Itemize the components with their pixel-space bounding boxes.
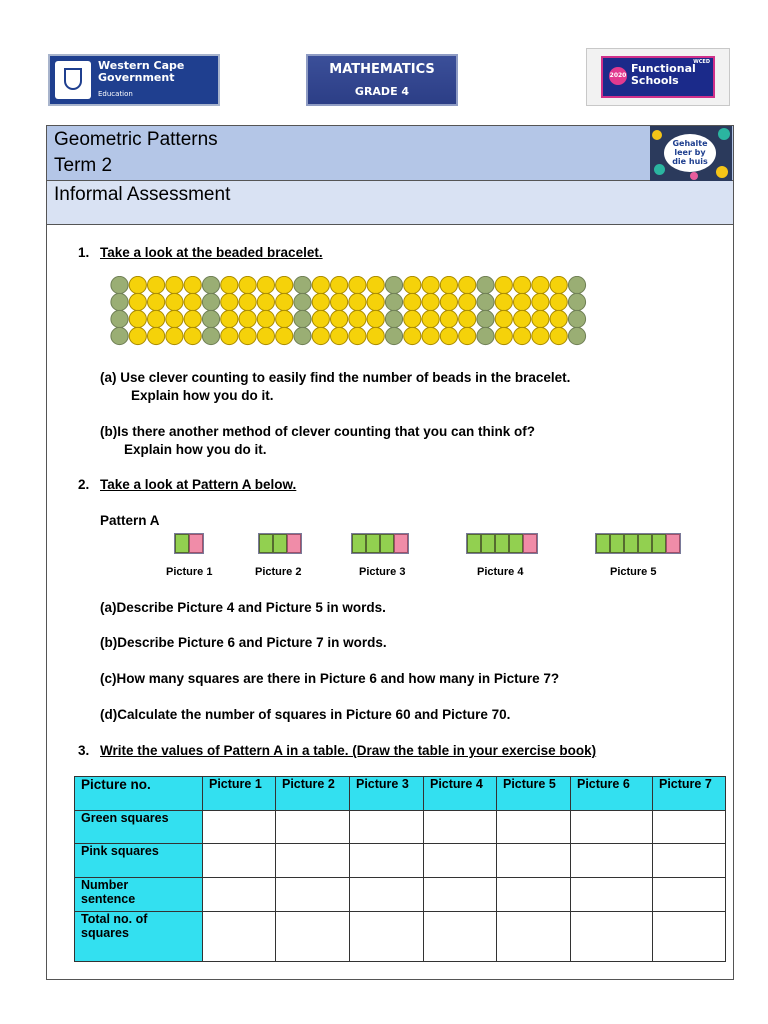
- wcg-name-line1: Western Cape: [98, 59, 185, 72]
- bead-yellow: [367, 276, 384, 293]
- bead-yellow: [166, 310, 183, 327]
- bead-yellow: [349, 293, 366, 310]
- table-cell: [497, 844, 571, 878]
- bead-yellow: [367, 327, 384, 344]
- bead-yellow: [239, 276, 256, 293]
- table-cell: [497, 878, 571, 912]
- bead-green: [477, 310, 494, 327]
- bead-green: [477, 327, 494, 344]
- picture-3-label: Picture 3: [359, 566, 406, 578]
- bead-green: [568, 276, 585, 293]
- bead-yellow: [514, 293, 531, 310]
- table-row: [75, 912, 726, 962]
- bead-yellow: [514, 276, 531, 293]
- pattern-a-label: Pattern A: [100, 513, 160, 528]
- pattern-picture-3: [351, 533, 409, 554]
- bead-yellow: [514, 327, 531, 344]
- table-header-cell: Picture 3: [350, 777, 424, 811]
- bead-yellow: [495, 276, 512, 293]
- bead-yellow: [148, 327, 165, 344]
- picture-4-label: Picture 4: [477, 566, 524, 578]
- table-cell: [424, 878, 497, 912]
- bead-yellow: [221, 310, 238, 327]
- worksheet-title: Geometric Patterns: [54, 129, 218, 150]
- coat-of-arms-icon: [55, 61, 91, 99]
- table-row: [75, 878, 726, 912]
- table-cell: [653, 912, 726, 962]
- subject-badge: [306, 54, 458, 106]
- table-header-row: [75, 777, 726, 811]
- question-1b-line2: Explain how you do it.: [124, 442, 267, 457]
- bead-yellow: [440, 327, 457, 344]
- bead-yellow: [312, 310, 329, 327]
- table-cell: [276, 844, 350, 878]
- bead-yellow: [129, 310, 146, 327]
- bead-yellow: [440, 276, 457, 293]
- question-1-heading: Take a look at the beaded bracelet.: [100, 245, 323, 260]
- bead-green: [202, 293, 219, 310]
- bead-yellow: [312, 293, 329, 310]
- bead-yellow: [459, 276, 476, 293]
- wced-tag: WCED: [693, 59, 710, 65]
- bead-yellow: [495, 327, 512, 344]
- bead-yellow: [221, 293, 238, 310]
- bead-yellow: [129, 327, 146, 344]
- functional-schools-logo: [586, 48, 730, 106]
- bead-yellow: [514, 310, 531, 327]
- bead-yellow: [184, 276, 201, 293]
- bead-green: [111, 293, 128, 310]
- question-1b-line1: (b)Is there another method of clever counting that you can think of?: [100, 424, 536, 439]
- question-3-heading: Write the values of Pattern A in a table. (Draw the table in your exercise book): [100, 743, 597, 758]
- wcg-name-line2: Government: [98, 71, 175, 84]
- bead-yellow: [276, 327, 293, 344]
- subject-name: MATHEMATICS: [329, 62, 435, 77]
- table-cell: [203, 878, 276, 912]
- bead-yellow: [166, 327, 183, 344]
- bead-yellow: [331, 293, 348, 310]
- table-cell: [203, 912, 276, 962]
- table-header-cell: Picture 6: [571, 777, 653, 811]
- table-cell: [424, 912, 497, 962]
- bead-yellow: [184, 310, 201, 327]
- bead-yellow: [331, 276, 348, 293]
- grade-label: GRADE 4: [354, 85, 410, 98]
- bead-green: [111, 276, 128, 293]
- bead-green: [294, 293, 311, 310]
- bead-yellow: [148, 293, 165, 310]
- bead-yellow: [349, 310, 366, 327]
- bead-yellow: [404, 310, 421, 327]
- bead-yellow: [166, 276, 183, 293]
- bead-yellow: [550, 327, 567, 344]
- bead-green: [111, 310, 128, 327]
- bead-yellow: [257, 327, 274, 344]
- question-1a-line2: Explain how you do it.: [131, 388, 274, 403]
- bead-green: [294, 310, 311, 327]
- bead-yellow: [532, 327, 549, 344]
- year-badge-icon: 2020: [609, 67, 627, 85]
- bead-yellow: [349, 327, 366, 344]
- table-row: [75, 811, 726, 844]
- table-header-cell: Picture 1: [203, 777, 276, 811]
- table-cell: [653, 811, 726, 844]
- table-cell: [653, 878, 726, 912]
- bead-yellow: [422, 310, 439, 327]
- bead-green: [568, 327, 585, 344]
- table-cell: [350, 878, 424, 912]
- bead-yellow: [257, 276, 274, 293]
- bead-yellow: [148, 276, 165, 293]
- bead-green: [202, 327, 219, 344]
- pattern-values-table: [74, 776, 726, 962]
- bead-yellow: [532, 310, 549, 327]
- question-2a: (a)Describe Picture 4 and Picture 5 in words.: [100, 600, 386, 615]
- table-cell: [497, 811, 571, 844]
- gehalte-line3: die huis: [672, 157, 708, 166]
- table-cell: [497, 912, 571, 962]
- question-2b: (b)Describe Picture 6 and Picture 7 in words.: [100, 635, 387, 650]
- bead-yellow: [550, 293, 567, 310]
- bead-yellow: [495, 310, 512, 327]
- bead-green: [385, 327, 402, 344]
- bead-green: [202, 310, 219, 327]
- table-cell: [276, 912, 350, 962]
- question-2-number: 2.: [78, 477, 90, 492]
- bead-yellow: [221, 276, 238, 293]
- bead-green: [477, 276, 494, 293]
- table-cell: [571, 844, 653, 878]
- table-cell: [653, 844, 726, 878]
- bead-yellow: [257, 310, 274, 327]
- bead-yellow: [239, 310, 256, 327]
- bead-green: [385, 310, 402, 327]
- pattern-picture-4: [466, 533, 538, 554]
- assessment-label: Informal Assessment: [54, 184, 231, 205]
- bead-yellow: [440, 310, 457, 327]
- picture-2-label: Picture 2: [255, 566, 302, 578]
- bead-yellow: [312, 276, 329, 293]
- bead-yellow: [184, 327, 201, 344]
- table-cell: [276, 878, 350, 912]
- question-3-number: 3.: [78, 743, 90, 758]
- gehalte-line1: Gehalte: [672, 139, 708, 148]
- table-cell: [203, 811, 276, 844]
- bead-yellow: [550, 276, 567, 293]
- question-2c: (c)How many squares are there in Picture 6 and how many in Picture 7?: [100, 671, 560, 686]
- bead-yellow: [257, 293, 274, 310]
- table-cell: [203, 844, 276, 878]
- table-cell: [424, 844, 497, 878]
- bead-yellow: [459, 310, 476, 327]
- gehalte-line2: leer by: [674, 148, 706, 157]
- question-2d: (d)Calculate the number of squares in Picture 60 and Picture 70.: [100, 707, 511, 722]
- bead-yellow: [422, 276, 439, 293]
- bead-yellow: [239, 327, 256, 344]
- table-cell: [276, 811, 350, 844]
- bead-yellow: [495, 293, 512, 310]
- row-header-total-squares: Total no. of squares: [75, 912, 203, 962]
- bead-yellow: [331, 327, 348, 344]
- table-row: [75, 844, 726, 878]
- bead-yellow: [184, 293, 201, 310]
- bead-yellow: [404, 276, 421, 293]
- bead-yellow: [129, 293, 146, 310]
- table-header-cell: Picture 5: [497, 777, 571, 811]
- table-header-cell: Picture 2: [276, 777, 350, 811]
- question-2-heading: Take a look at Pattern A below.: [100, 477, 297, 492]
- beaded-bracelet: [110, 276, 588, 346]
- table-cell: [350, 844, 424, 878]
- bead-green: [294, 327, 311, 344]
- bead-green: [568, 293, 585, 310]
- bead-green: [294, 276, 311, 293]
- row-header-number-sentence: Number sentence: [75, 878, 203, 912]
- question-1a-line1: (a) Use clever counting to easily find the number of beads in the bracelet.: [100, 370, 571, 385]
- bead-yellow: [459, 327, 476, 344]
- bead-yellow: [221, 327, 238, 344]
- table-cell: [350, 811, 424, 844]
- row-header-green-squares: Green squares: [75, 811, 203, 844]
- functional-label: Functional: [631, 62, 696, 75]
- pattern-picture-5: [595, 533, 681, 554]
- bead-yellow: [550, 310, 567, 327]
- bead-yellow: [532, 276, 549, 293]
- gehalte-leer-by-die-huis-image: [650, 126, 732, 181]
- bead-yellow: [166, 293, 183, 310]
- table-header-cell: Picture no.: [75, 777, 203, 811]
- bead-yellow: [276, 293, 293, 310]
- term-label: Term 2: [54, 155, 113, 176]
- bead-green: [385, 276, 402, 293]
- table-header-cell: Picture 4: [424, 777, 497, 811]
- bead-green: [477, 293, 494, 310]
- bead-yellow: [349, 276, 366, 293]
- bead-green: [111, 327, 128, 344]
- bead-yellow: [148, 310, 165, 327]
- bead-yellow: [367, 310, 384, 327]
- schools-label: Schools: [631, 74, 679, 87]
- bead-yellow: [532, 293, 549, 310]
- table-cell: [571, 878, 653, 912]
- bead-yellow: [276, 276, 293, 293]
- bead-green: [202, 276, 219, 293]
- bead-yellow: [404, 293, 421, 310]
- western-cape-government-logo: [48, 54, 220, 106]
- pattern-picture-1: [174, 533, 204, 554]
- table-cell: [424, 811, 497, 844]
- bead-yellow: [404, 327, 421, 344]
- bead-yellow: [312, 327, 329, 344]
- bead-yellow: [129, 276, 146, 293]
- picture-5-label: Picture 5: [610, 566, 657, 578]
- bead-yellow: [239, 293, 256, 310]
- bead-green: [385, 293, 402, 310]
- bead-yellow: [276, 310, 293, 327]
- bead-yellow: [422, 327, 439, 344]
- bead-yellow: [422, 293, 439, 310]
- bead-yellow: [440, 293, 457, 310]
- table-cell: [571, 912, 653, 962]
- bead-green: [568, 310, 585, 327]
- bead-yellow: [331, 310, 348, 327]
- question-1-number: 1.: [78, 245, 90, 260]
- table-cell: [571, 811, 653, 844]
- pattern-picture-2: [258, 533, 302, 554]
- table-header-cell: Picture 7: [653, 777, 726, 811]
- table-cell: [350, 912, 424, 962]
- wcg-department: Education: [98, 90, 133, 98]
- bead-yellow: [367, 293, 384, 310]
- row-header-pink-squares: Pink squares: [75, 844, 203, 878]
- bead-yellow: [459, 293, 476, 310]
- picture-1-label: Picture 1: [166, 566, 213, 578]
